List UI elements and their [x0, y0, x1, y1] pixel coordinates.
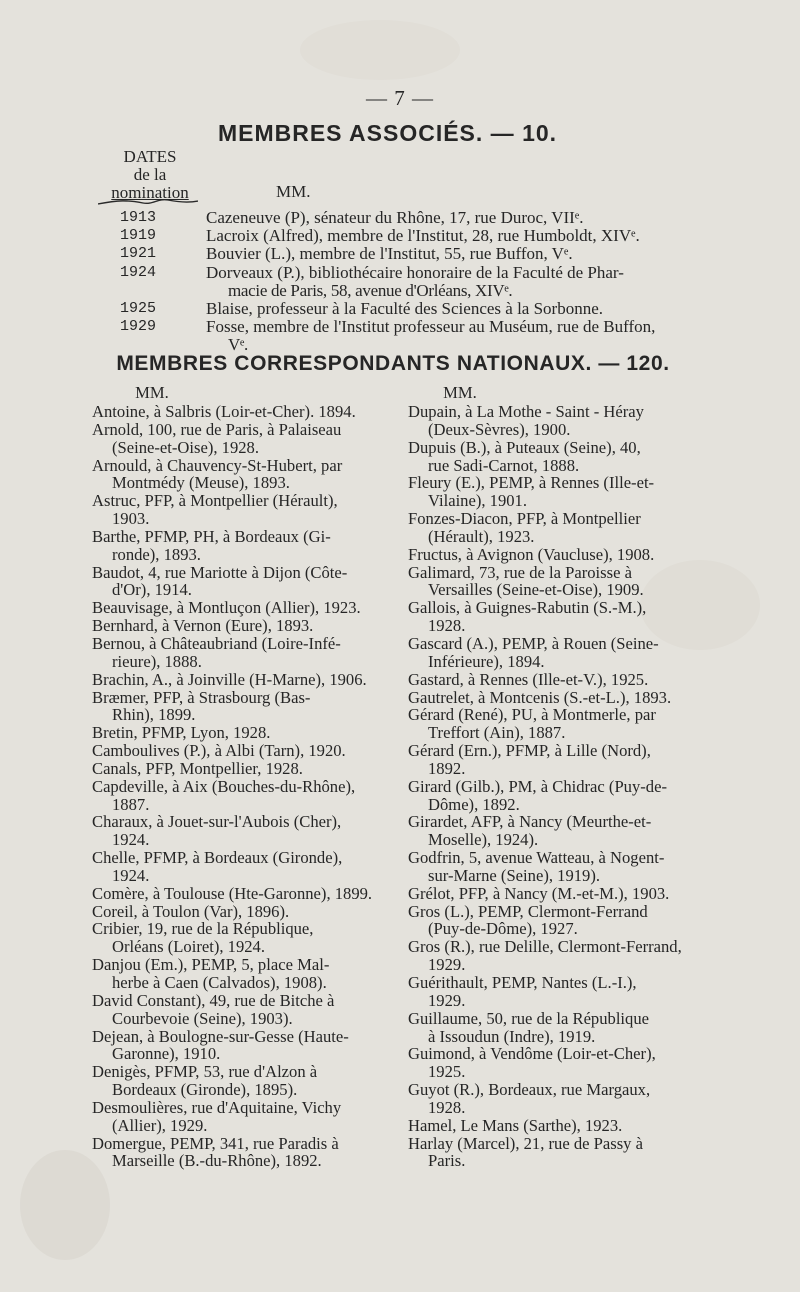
member-entry-line: Galimard, 73, rue de la Paroisse à — [408, 562, 632, 582]
associe-text: Bouvier (L.), membre de l'Institut, 55, rue Buffon, Vᵉ. — [206, 244, 573, 264]
member-entry-line: Bernou, à Châteaubriand (Loire-Infé- — [92, 633, 341, 653]
member-entry-line: Domergue, PEMP, 341, rue Paradis à — [92, 1133, 339, 1153]
member-entry-line: Denigès, PFMP, 53, rue d'Alzon à — [92, 1062, 318, 1082]
member-entry-line: Canals, PFP, Montpellier, 1928. — [92, 758, 303, 778]
member-entry-line: Girardet, AFP, à Nancy (Meurthe-et- — [408, 812, 652, 832]
associe-entry-line — [0, 299, 800, 317]
member-entry-line: 1929. — [428, 990, 466, 1010]
member-entry-line: Bretin, PFMP, Lyon, 1928. — [92, 723, 271, 743]
nomination-year: 1913 — [120, 209, 157, 226]
member-entry-line: (Allier), 1929. — [112, 1115, 208, 1135]
member-entry-line: Comère, à Toulouse (Hte-Garonne), 1899. — [92, 883, 373, 903]
member-entry-line: Gérard (René), PU, à Montmerle, par — [408, 705, 656, 725]
member-entry-line: Gautrelet, à Montcenis (S.-et-L.), 1893. — [408, 687, 672, 707]
right-member-list — [408, 403, 700, 1170]
member-entry-line: Chelle, PFMP, à Bordeaux (Gironde), — [92, 848, 343, 868]
member-entry-line: Guillaume, 50, rue de la République — [408, 1008, 650, 1028]
page-number: — 7 — — [366, 86, 434, 110]
member-entry-line: d'Or), 1914. — [112, 580, 192, 600]
member-entry-line: Bræmer, PFP, à Strasbourg (Bas- — [92, 687, 311, 707]
member-entry-line: Guyot (R.), Bordeaux, rue Margaux, — [408, 1080, 651, 1100]
member-entry-line: rue Sadi-Carnot, 1888. — [428, 455, 580, 475]
member-entry-line: à Issoudun (Indre), 1919. — [428, 1026, 596, 1046]
member-entry-line: Charaux, à Jouet-sur-l'Aubois (Cher), — [92, 812, 342, 832]
associe-entry-line — [0, 281, 800, 299]
member-entry-line: Godfrin, 5, avenue Watteau, à Nogent- — [408, 848, 665, 868]
associe-entry-line — [0, 263, 800, 281]
member-entry-line: Arnould, à Chauvency-St-Hubert, par — [92, 455, 343, 475]
member-entry-line: Paris. — [428, 1151, 466, 1171]
member-entry-line: Arnold, 100, rue de Paris, à Palaiseau — [92, 419, 342, 439]
nomination-year: 1929 — [120, 318, 157, 336]
member-entry-line: Marseille (B.-du-Rhône), 1892. — [112, 1151, 322, 1171]
member-entry-line: 1924. — [112, 865, 150, 885]
associe-entry-line — [0, 317, 800, 335]
member-entry-line: (Seine-et-Oise), 1928. — [112, 437, 259, 457]
dates-column-header — [90, 148, 210, 202]
member-entry-line: Coreil, à Toulon (Var), 1896). — [92, 901, 290, 921]
member-entry-line: Antoine, à Salbris (Loir-et-Cher). 1894. — [92, 402, 356, 421]
member-entry-line: Grélot, PFP, à Nancy (M.-et-M.), 1903. — [408, 883, 670, 903]
member-entry-line: Gros (R.), rue Delille, Clermont-Ferrand, — [408, 937, 682, 957]
member-entry-line: Fleury (E.), PEMP, à Rennes (Ille-et- — [408, 473, 655, 493]
member-entry-line: Harlay (Marcel), 21, rue de Passy à — [408, 1133, 643, 1153]
member-entry-line: rieure), 1888. — [112, 651, 202, 671]
member-entry-line: Fructus, à Avignon (Vaucluse), 1908. — [408, 544, 655, 564]
member-entry-line: Brachin, A., à Joinville (H-Marne), 1906. — [92, 669, 367, 689]
member-entry-line: 1928. — [428, 1097, 466, 1117]
member-entry-line: ronde), 1893. — [112, 544, 201, 564]
member-entry-line: Gérard (Ern.), PFMP, à Lille (Nord), — [408, 741, 651, 761]
member-entry-line: Bernhard, à Vernon (Eure), 1893. — [92, 616, 314, 636]
member-entry-line: Cribier, 19, rue de la République, — [92, 919, 314, 939]
section-title-associes: MEMBRES ASSOCIÉS. — 10. — [217, 120, 558, 146]
member-entry-line: sur-Marne (Seine), 1919). — [428, 865, 601, 885]
member-entry-line: Barthe, PFMP, PH, à Bordeaux (Gi- — [92, 526, 331, 546]
member-entry-line: Astruc, PFP, à Montpellier (Hérault), — [92, 491, 338, 511]
associe-text: Blaise, professeur à la Faculté des Sciences à la Sorbonne. — [206, 298, 604, 318]
member-entry-line: 1929. — [428, 955, 466, 975]
member-entry-line: Versailles (Seine-et-Oise), 1909. — [428, 580, 644, 600]
member-entry-line: 1925. — [428, 1062, 466, 1082]
member-entry-line: Danjou (Em.), PEMP, 5, place Mal- — [92, 955, 330, 975]
member-entry-line: Guimond, à Vendôme (Loir-et-Cher), — [408, 1044, 656, 1064]
member-entry-line: Gros (L.), PEMP, Clermont-Ferrand — [408, 901, 648, 921]
section-title-correspondants: MEMBRES CORRESPONDANTS NATIONAUX. — 120. — [116, 352, 670, 375]
associe-text: Fosse, membre de l'Institut professeur au Muséum, rue de Buffon, — [206, 317, 656, 337]
member-entry-line: Girard (Gilb.), PM, à Chidrac (Puy-de- — [408, 776, 667, 796]
member-entry-line: Fonzes-Diacon, PFP, à Montpellier — [408, 509, 641, 529]
member-entry-line: 1903. — [112, 509, 150, 529]
member-entry-line: Montmédy (Meuse), 1893. — [112, 473, 290, 493]
member-entry-line: Baudot, 4, rue Mariotte à Dijon (Côte- — [92, 562, 348, 582]
member-entry-line: Orléans (Loiret), 1924. — [112, 937, 265, 957]
mm-label: MM. — [135, 383, 169, 402]
nomination-year: 1924 — [120, 263, 157, 281]
associe-text: Vᵉ. — [228, 335, 248, 355]
nomination-year: 1925 — [120, 299, 157, 317]
associe-entry-line — [0, 244, 800, 262]
member-entry-line: 1892. — [428, 758, 466, 778]
member-entry-line: Dupain, à La Mothe - Saint - Héray — [408, 402, 644, 421]
member-entry-line: 1924. — [112, 830, 150, 850]
member-entry-line: Bordeaux (Gironde), 1895). — [112, 1080, 298, 1100]
member-entry-line: (Deux-Sèvres), 1900. — [428, 419, 571, 439]
associe-text: Cazeneuve (P), sénateur du Rhône, 17, rue Duroc, VIIᵉ. — [206, 208, 584, 227]
member-entry-line: 1928. — [428, 616, 466, 636]
member-entry-line: Beauvisage, à Montluçon (Allier), 1923. — [92, 598, 361, 618]
member-entry-line: Courbevoie (Seine), 1903). — [112, 1008, 293, 1028]
member-entry-line: (Puy-de-Dôme), 1927. — [428, 919, 578, 939]
dates-header-line: DATES — [123, 147, 177, 166]
dates-header-line: de la — [133, 165, 167, 184]
member-entry-line: Dôme), 1892. — [428, 794, 520, 814]
associe-entry-line — [0, 226, 800, 244]
member-entry-line: Gallois, à Guignes-Rabutin (S.-M.), — [408, 598, 647, 618]
nomination-year: 1919 — [120, 227, 157, 245]
member-entry-line: Hamel, Le Mans (Sarthe), 1923. — [408, 1115, 623, 1135]
member-entry-line: Inférieure), 1894. — [428, 651, 545, 671]
member-entry-line: 1887. — [112, 794, 150, 814]
member-entry-line: Moselle), 1924). — [428, 830, 539, 850]
member-entry-line: Guérithault, PEMP, Nantes (L.-I.), — [408, 973, 637, 992]
member-entry-line: Dejean, à Boulogne-sur-Gesse (Haute- — [92, 1026, 349, 1046]
member-entry-line: Gastard, à Rennes (Ille-et-V.), 1925. — [408, 669, 649, 689]
member-entry-line: herbe à Caen (Calvados), 1908). — [112, 973, 327, 992]
paper-stain — [300, 20, 460, 80]
member-entry-line: Desmoulières, rue d'Aquitaine, Vichy — [92, 1097, 342, 1117]
mm-label: MM. — [276, 182, 311, 201]
member-entry-line: David Constant), 49, rue de Bitche à — [92, 990, 335, 1010]
member-entry-line: Dupuis (B.), à Puteaux (Seine), 40, — [408, 437, 641, 457]
member-entry-line: Treffort (Ain), 1887. — [428, 723, 566, 743]
member-entry-line: Capdeville, à Aix (Bouches-du-Rhône), — [92, 776, 356, 796]
member-entry-line: Gascard (A.), PEMP, à Rouen (Seine- — [408, 633, 659, 653]
associe-text: Lacroix (Alfred), membre de l'Institut, 28, rue Humboldt, XIVᵉ. — [206, 226, 640, 246]
left-column — [92, 384, 384, 1170]
dates-header-line: nomination — [111, 183, 189, 202]
associe-text: macie de Paris, 58, avenue d'Orléans, XIVᵉ. — [228, 280, 513, 300]
member-entry-line: Vilaine), 1901. — [428, 491, 528, 511]
associes-list — [0, 208, 800, 354]
right-column — [408, 384, 700, 1170]
associe-text: Dorveaux (P.), bibliothécaire honoraire de la Faculté de Phar- — [206, 262, 624, 282]
mm-label: MM. — [443, 383, 477, 402]
member-entry-line: Rhin), 1899. — [112, 705, 196, 725]
member-entry-line: Garonne), 1910. — [112, 1044, 221, 1064]
member-entry-line: Camboulives (P.), à Albi (Tarn), 1920. — [92, 741, 346, 761]
nomination-year: 1921 — [120, 245, 157, 263]
member-entry-line: (Hérault), 1923. — [428, 526, 535, 546]
decorative-swash — [98, 198, 198, 206]
associe-entry-line — [0, 335, 800, 353]
associe-entry-line — [0, 208, 800, 226]
left-member-list — [92, 403, 384, 1170]
